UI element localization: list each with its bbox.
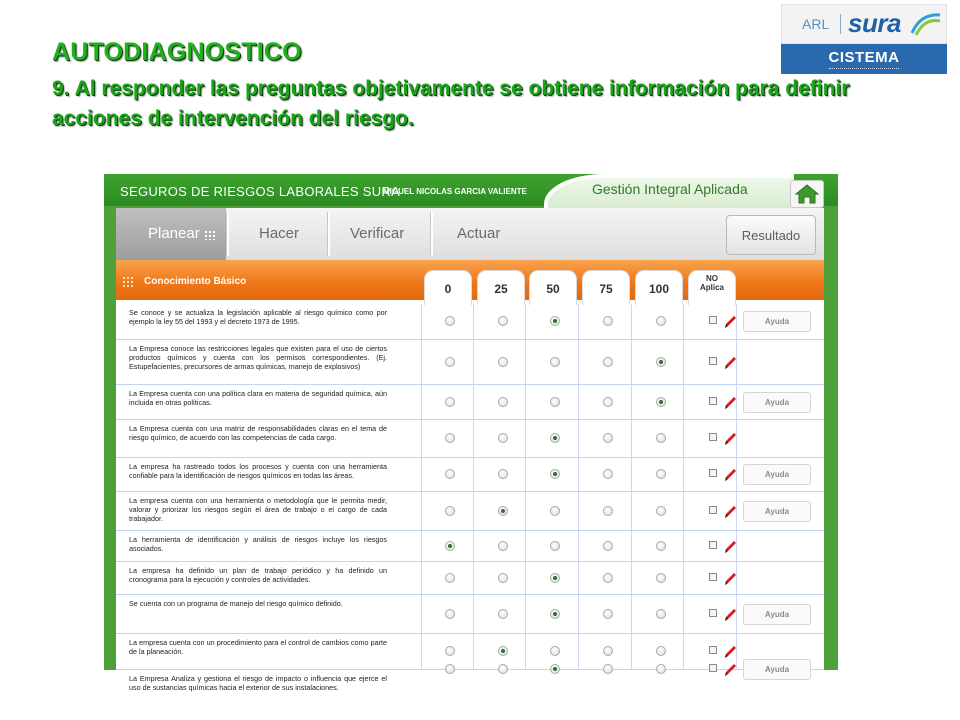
slide-subtitle: 9. Al responder las preguntas objetivamente se obtiene información para definir acciones de intervención del riesgo. [52, 77, 850, 130]
not-applicable-checkbox[interactable] [709, 646, 717, 654]
slide-title: AUTODIAGNOSTICO [52, 38, 302, 66]
score-radio-100[interactable] [656, 469, 666, 479]
help-button-label: Ayuda [764, 398, 790, 407]
phase-tabs [116, 208, 824, 260]
section-header [116, 260, 824, 300]
question-row [116, 385, 824, 420]
question-text: La Empresa cuenta con una política clara en materia de seguridad química, aún incluida en otras políticas. [129, 389, 387, 407]
score-radio-0[interactable] [445, 506, 455, 516]
score-radio-50[interactable] [550, 573, 560, 583]
questionnaire-panel [116, 260, 824, 692]
question-text: La empresa ha definido un plan de trabajo periódico y ha definido un cronograma para la ejecución y controles de actividades. [129, 566, 387, 584]
score-radio-100[interactable] [656, 316, 666, 326]
score-radio-100[interactable] [656, 609, 666, 619]
row-divider [116, 669, 824, 670]
question-text: Se conoce y se actualiza la legislación aplicable al riesgo químico como por ejemplo la ley 55 del 1993 y el decreto 1973 de 1995. [129, 308, 387, 326]
score-radio-50[interactable] [550, 469, 560, 479]
question-text: La Empresa conoce las restricciones legales que existen para el uso de ciertos productos químicos y cuenta con los permisos correspondientes. (Ej. Estupefacientes, precursores de armas químicas, manejo de explosivos) [129, 344, 387, 371]
question-text: La herramienta de identificación y análisis de riesgos incluye los riesgos asociados. [129, 535, 387, 553]
help-button[interactable] [743, 501, 811, 522]
user-name: MIGUEL NICOLAS GARCIA VALIENTE [383, 187, 527, 196]
score-radio-25[interactable] [498, 541, 508, 551]
score-radio-100[interactable] [656, 357, 666, 367]
score-column-0 [424, 270, 472, 305]
logo-prefix: ARL [802, 16, 830, 32]
tab-label: Hacer [259, 225, 300, 242]
edit-pencil-icon[interactable] [722, 395, 738, 411]
not-applicable-checkbox[interactable] [709, 433, 717, 441]
score-column-100 [635, 270, 683, 305]
score-radio-75[interactable] [603, 469, 613, 479]
score-radio-100[interactable] [656, 646, 666, 656]
tab-planear[interactable] [116, 208, 226, 260]
question-text: Se cuenta con un programa de manejo del riesgo químico definido. [129, 599, 343, 608]
not-applicable-checkbox[interactable] [709, 573, 717, 581]
edit-pencil-icon[interactable] [722, 431, 738, 447]
score-column-75 [582, 270, 630, 305]
score-radio-75[interactable] [603, 316, 613, 326]
score-radio-75[interactable] [603, 357, 613, 367]
edit-pencil-icon[interactable] [722, 355, 738, 371]
score-radio-50[interactable] [550, 397, 560, 407]
not-applicable-checkbox[interactable] [709, 316, 717, 324]
score-radio-100[interactable] [656, 664, 666, 674]
score-radio-25[interactable] [498, 433, 508, 443]
logo-dotted-line [829, 68, 899, 69]
tab-actuar[interactable] [433, 208, 533, 260]
score-radio-25[interactable] [498, 357, 508, 367]
tab-verificar[interactable] [330, 208, 430, 260]
score-radio-75[interactable] [603, 541, 613, 551]
score-radio-75[interactable] [603, 609, 613, 619]
help-button-label: Ayuda [764, 470, 790, 479]
arl-sura-logo [781, 4, 947, 74]
score-radio-25[interactable] [498, 506, 508, 516]
question-row [116, 531, 824, 562]
help-button[interactable] [743, 311, 811, 332]
score-radio-0[interactable] [445, 541, 455, 551]
help-button[interactable] [743, 464, 811, 485]
score-radio-25[interactable] [498, 609, 508, 619]
score-radio-50[interactable] [550, 664, 560, 674]
not-applicable-checkbox[interactable] [709, 609, 717, 617]
score-radio-75[interactable] [603, 397, 613, 407]
help-button-label: Ayuda [764, 665, 790, 674]
score-column-label: 25 [494, 282, 508, 296]
logo-brand: sura [848, 8, 901, 38]
score-column-label: 100 [648, 282, 670, 296]
edit-pencil-icon[interactable] [722, 504, 738, 520]
score-radio-75[interactable] [603, 433, 613, 443]
question-row [116, 420, 824, 458]
edit-pencil-icon[interactable] [722, 467, 738, 483]
tab-hacer[interactable] [229, 208, 327, 260]
edit-pencil-icon[interactable] [722, 539, 738, 555]
not-applicable-checkbox[interactable] [709, 506, 717, 514]
score-radio-50[interactable] [550, 541, 560, 551]
question-row [116, 634, 824, 670]
logo-tagline: CISTEMA [828, 49, 900, 66]
not-applicable-checkbox[interactable] [709, 469, 717, 477]
score-radio-100[interactable] [656, 541, 666, 551]
score-radio-25[interactable] [498, 469, 508, 479]
score-column-label: 0 [444, 282, 452, 296]
not-applicable-checkbox[interactable] [709, 357, 717, 365]
question-row [116, 492, 824, 531]
home-button[interactable] [790, 180, 824, 208]
question-text: La Empresa Analiza y gestiona el riesgo de impacto o influencia que ejerce el uso de sustancias químicas hacia el exterior de sus instalaciones. [129, 674, 387, 692]
score-radio-0[interactable] [445, 316, 455, 326]
score-radio-25[interactable] [498, 646, 508, 656]
score-radio-0[interactable] [445, 357, 455, 367]
score-radio-50[interactable] [550, 646, 560, 656]
question-text: La Empresa cuenta con una matriz de responsabilidades claras en el tema de riesgo químico, de acuerdo con las competencias de cada cargo. [129, 424, 387, 442]
edit-pencil-icon[interactable] [722, 662, 738, 678]
score-radio-0[interactable] [445, 646, 455, 656]
score-radio-25[interactable] [498, 664, 508, 674]
edit-pencil-icon[interactable] [722, 644, 738, 660]
section-dots-icon [122, 276, 134, 288]
tab-label: Planear [148, 225, 200, 242]
tab-label: Verificar [350, 225, 405, 242]
score-radio-0[interactable] [445, 469, 455, 479]
score-radio-75[interactable] [603, 664, 613, 674]
question-row [116, 340, 824, 385]
na-label-line1: NO [706, 274, 718, 283]
score-radio-75[interactable] [603, 506, 613, 516]
score-radio-100[interactable] [656, 573, 666, 583]
help-button-label: Ayuda [764, 317, 790, 326]
question-row [116, 595, 824, 634]
edit-pencil-icon[interactable] [722, 571, 738, 587]
score-radio-50[interactable] [550, 433, 560, 443]
score-column-label: 75 [599, 282, 613, 296]
score-radio-100[interactable] [656, 506, 666, 516]
na-label-line2: Aplica [699, 283, 724, 292]
score-radio-0[interactable] [445, 397, 455, 407]
app-header [104, 174, 838, 206]
help-button[interactable] [743, 604, 811, 625]
result-button-label: Resultado [741, 228, 801, 243]
score-radio-50[interactable] [550, 357, 560, 367]
score-radio-0[interactable] [445, 573, 455, 583]
score-column-25 [477, 270, 525, 305]
not-applicable-checkbox[interactable] [709, 664, 717, 672]
question-text: La empresa ha rastreado todos los procesos y cuenta con una herramienta confiable para la identificación de riesgos químicos en todas las áreas. [129, 462, 387, 480]
score-column-50 [529, 270, 577, 305]
help-button-label: Ayuda [764, 610, 790, 619]
section-title: Conocimiento Básico [144, 276, 247, 287]
app-window [104, 174, 838, 692]
question-row [116, 458, 824, 492]
score-radio-75[interactable] [603, 646, 613, 656]
logo-tagline-band [781, 44, 947, 74]
not-applicable-checkbox[interactable] [709, 541, 717, 549]
score-radio-0[interactable] [445, 433, 455, 443]
tab-label: Actuar [457, 225, 501, 242]
not-applicable-checkbox[interactable] [709, 397, 717, 405]
drag-dots-icon [204, 230, 216, 240]
score-column-label: 50 [546, 282, 560, 296]
result-button[interactable] [726, 215, 816, 255]
score-column-na [688, 270, 736, 305]
edit-pencil-icon[interactable] [722, 607, 738, 623]
logo-divider [840, 14, 841, 34]
help-button[interactable] [743, 659, 811, 680]
app-header-module [544, 174, 794, 208]
home-icon [791, 181, 823, 207]
score-radio-25[interactable] [498, 397, 508, 407]
score-radio-50[interactable] [550, 506, 560, 516]
logo-top-band [781, 4, 947, 44]
score-radio-25[interactable] [498, 573, 508, 583]
score-radio-25[interactable] [498, 316, 508, 326]
module-title: Gestión Integral Aplicada [592, 181, 748, 197]
edit-pencil-icon[interactable] [722, 314, 738, 330]
logo-swoosh-icon [910, 11, 942, 37]
score-radio-75[interactable] [603, 573, 613, 583]
score-radio-50[interactable] [550, 316, 560, 326]
score-radio-0[interactable] [445, 664, 455, 674]
question-row [116, 304, 824, 340]
question-text: La empresa cuenta con una herramienta o metodología que le permita medir, valorar y priorizar los riesgos según el área de trabajo o el cargo de cada trabajador. [129, 496, 387, 523]
question-text: La empresa cuenta con un procedimiento para el control de cambios como parte de la planeación. [129, 638, 387, 656]
app-header-title: SEGUROS DE RIESGOS LABORALES SURA [120, 184, 401, 199]
score-radio-100[interactable] [656, 397, 666, 407]
score-radio-50[interactable] [550, 609, 560, 619]
score-radio-100[interactable] [656, 433, 666, 443]
help-button[interactable] [743, 392, 811, 413]
score-radio-0[interactable] [445, 609, 455, 619]
question-row [116, 562, 824, 595]
help-button-label: Ayuda [764, 507, 790, 516]
